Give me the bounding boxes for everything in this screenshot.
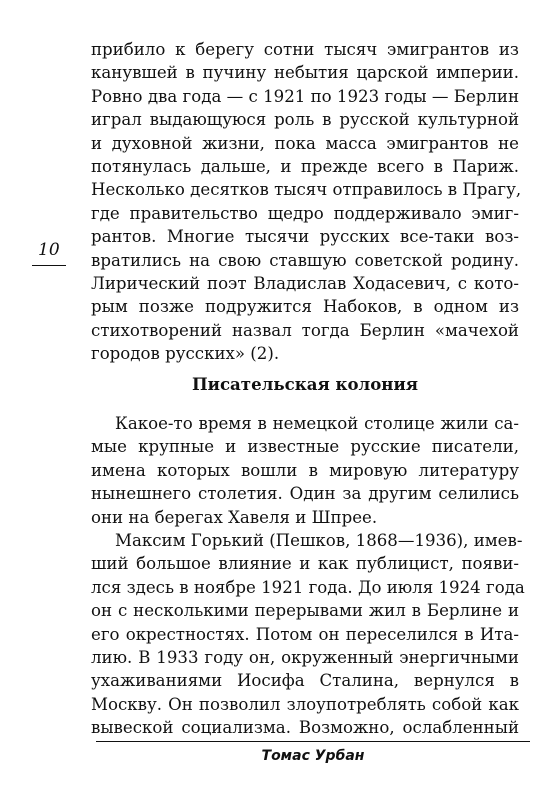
text-line: Москву. Он позволил злоупотреблять собой как	[91, 694, 519, 714]
text-line: вратились на свою ставшую советской родину.	[91, 250, 519, 270]
text-line: лию. В 1933 году он, окруженный энергичными	[91, 648, 519, 668]
text-line: он с несколькими перерывами жил в Берлине и	[91, 601, 519, 621]
text-line: его окрестностях. Потом он переселился в Ита-	[91, 624, 519, 644]
text-line: потянулась дальше, и прежде всего в Париж.	[91, 157, 519, 177]
text-line: играл выдающуюся роль в русской культурной	[91, 110, 519, 130]
text-line: рантов. Многие тысячи русских все-таки воз-	[91, 227, 519, 247]
text-line: Несколько десятков тысяч отправилось в Прагу,	[91, 180, 522, 200]
text-line: стихотворений назвал тогда Берлин «мачехой	[91, 320, 519, 340]
paragraph-top	[91, 38, 522, 366]
paragraph-bottom	[91, 412, 525, 740]
footer-author: Томас Урбан	[261, 748, 365, 764]
text-line: Ровно два года — с 1921 по 1923 годы — Берлин	[91, 86, 519, 106]
text-line: лся здесь в ноябре 1921 года. До июля 1924 года	[91, 577, 525, 597]
text-line: вывеской социализма. Возможно, ослабленный	[91, 718, 519, 738]
text-line: рым позже подружится Набоков, в одном из	[91, 297, 519, 317]
text-line: мые крупные и известные русские писатели,	[91, 437, 519, 457]
text-line: ухаживаниями Иосифа Сталина, вернулся в	[91, 671, 519, 691]
text-line: ший большое влияние и как публицист, появи-	[91, 554, 519, 574]
text-line: они на берегах Хавеля и Шпрее.	[91, 507, 378, 527]
text-line: городов русских» (2).	[91, 344, 280, 364]
footer-rule	[96, 741, 530, 742]
text-line: где правительство щедро поддерживало эмиг-	[91, 203, 519, 223]
text-line: Лирический поэт Владислав Ходасевич, с кото-	[91, 274, 519, 294]
page-number: 10	[38, 240, 60, 260]
text-line: Какое-то время в немецкой столице жили са-	[115, 414, 519, 433]
text-line: Максим Горький (Пешков, 1868—1936), имев-	[115, 531, 523, 551]
section-heading: Писательская колония	[191, 374, 419, 394]
text-line: нынешнего столетия. Один за другим селились	[91, 484, 519, 504]
page-number-rule	[32, 265, 66, 266]
text-line: и духовной жизни, пока масса эмигрантов не	[91, 133, 519, 153]
text-line: канувшей в пучину небытия царской империи.	[91, 63, 519, 83]
text-line: имена которых вошли в мировую литературу	[91, 460, 519, 480]
text-line: прибило к берегу сотни тысяч эмигрантов из	[91, 40, 519, 59]
